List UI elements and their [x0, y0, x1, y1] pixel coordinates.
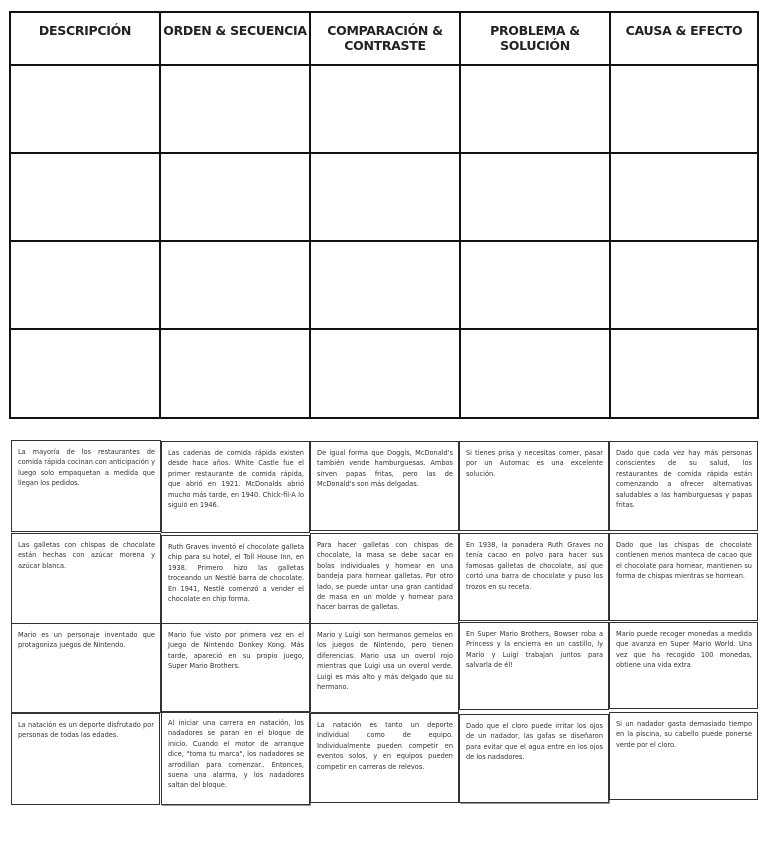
header-causa-efecto: CAUSA & EFECTO	[611, 13, 757, 66]
card[interactable]: Si un nadador gasta demasiado tiempo en la piscina, su cabello puede ponerse verde por el cloro.	[609, 712, 758, 800]
card[interactable]: Mario es un personaje inventado que protagoniza juegos de Nintendo.	[11, 623, 161, 713]
header-orden-secuencia: ORDEN & SECUENCIA	[161, 13, 311, 66]
header-problema-solucion: PROBLEMA & SOLUCIÓN	[461, 13, 611, 66]
card[interactable]: En 1938, la panadera Ruth Graves no tenía cacao en polvo para hacer sus famosas galletas de chocolate, así que cortó una barra de chocolate y puso los trozos en su receta.	[459, 533, 609, 621]
card[interactable]: De igual forma que Doggis, McDonald's también vende hamburguesas. Ambos sirven papas fritas, pero las de McDonald's son más delgadas.	[310, 441, 459, 531]
card[interactable]: Mario y Luigi son hermanos gemelos en los juegos de Nintendo, pero tienen diferencias. Mario usa un overol rojo mientras que Luigi usa un overol verde. Luigi es más alto y más delgado que su hermano.	[310, 623, 459, 713]
card[interactable]: La natación es tanto un deporte individual como de equipo. Individualmente pueden competir en eventos solos, y en equipos pueden competir en carreras de relevos.	[310, 713, 459, 803]
header-comparacion-contraste: COMPARACIÓN & CONTRASTE	[311, 13, 461, 66]
card[interactable]: Si tienes prisa y necesitas comer, pasar por un Automac es una excelente solución.	[459, 441, 609, 531]
card[interactable]: En Super Mario Brothers, Bowser roba a Princess y la encierra en un castillo, ly Mario y Luigi trabajan juntos para salvarla de él!	[459, 622, 609, 710]
card[interactable]: Para hacer galletas con chispas de chocolate, la masa se debe sacar en bolas individuales y hornear en una bandeja para hornear galletas. Por otro lado, se puede untar una gran cantidad de masa en un molde y hornear para hacer barras de galletas.	[310, 533, 459, 624]
card[interactable]: Dado que el cloro puede irritar los ojos de un nadador, las gafas se diseñaron para evitar que el agua entre en los ojos de los nadadores.	[459, 714, 609, 803]
card[interactable]: Dado que cada vez hay más personas conscientes de su salud, los restaurantes de comida rápida están comenzando a ofrecer alternativas saludables a las hamburguesas y papas fritas.	[609, 441, 758, 531]
card[interactable]: Mario fue visto por primera vez en el Juego de Nintendo Donkey Kong. Más tarde, apareció en su propio juego, Super Mario Brothers.	[161, 623, 310, 713]
card[interactable]: La natación es un deporte disfrutado por personas de todas las edades.	[11, 713, 160, 805]
card[interactable]: Dado que las chispas de chocolate contienen menos manteca de cacao que el chocolate para hornear, mantienen su forma de chispas mientras se hornean.	[609, 533, 758, 621]
header-descripcion: DESCRIPCIÓN	[11, 13, 161, 66]
card[interactable]: Ruth Graves inventó el chocolate galleta chip para su hotel, el Toll House Inn, en 1938. Primero hizo las galletas troceando un Nestlé barra de chocolate. En 1941, Nestlé comenzó a vender el chocolate en chip forma.	[161, 535, 310, 624]
card[interactable]: Las cadenas de comida rápida existen desde hace años. White Castle fue el primer restaurante de comida rápida, que abrió en 1921. McDonalds abrió mucho más tarde, en 1940. Chick-fil-A lo siguió en 1946.	[161, 441, 310, 533]
card[interactable]: Al iniciar una carrera en natación, los nadadores se paran en el bloque de inicio. Cuando el motor de arranque dice, "toma tu marca", los nadadores se arrodillan para comenzar.. Entonces, suena una alarma, y los nadadores saltan del bloque.	[161, 711, 310, 805]
card[interactable]: La mayoría de los restaurantes de comida rápida cocinan con anticipación y luego solo empaquetan a medida que llegan los pedidos.	[11, 440, 161, 532]
card[interactable]: Mario puede recoger monedas a medida que avanza en Super Mario World. Una vez que ha recogido 100 monedas, obtiene una vida extra	[609, 622, 758, 709]
card[interactable]: Las galletas con chispas de chocolate están hechas con azúcar morena y azúcar blanca.	[11, 533, 161, 624]
